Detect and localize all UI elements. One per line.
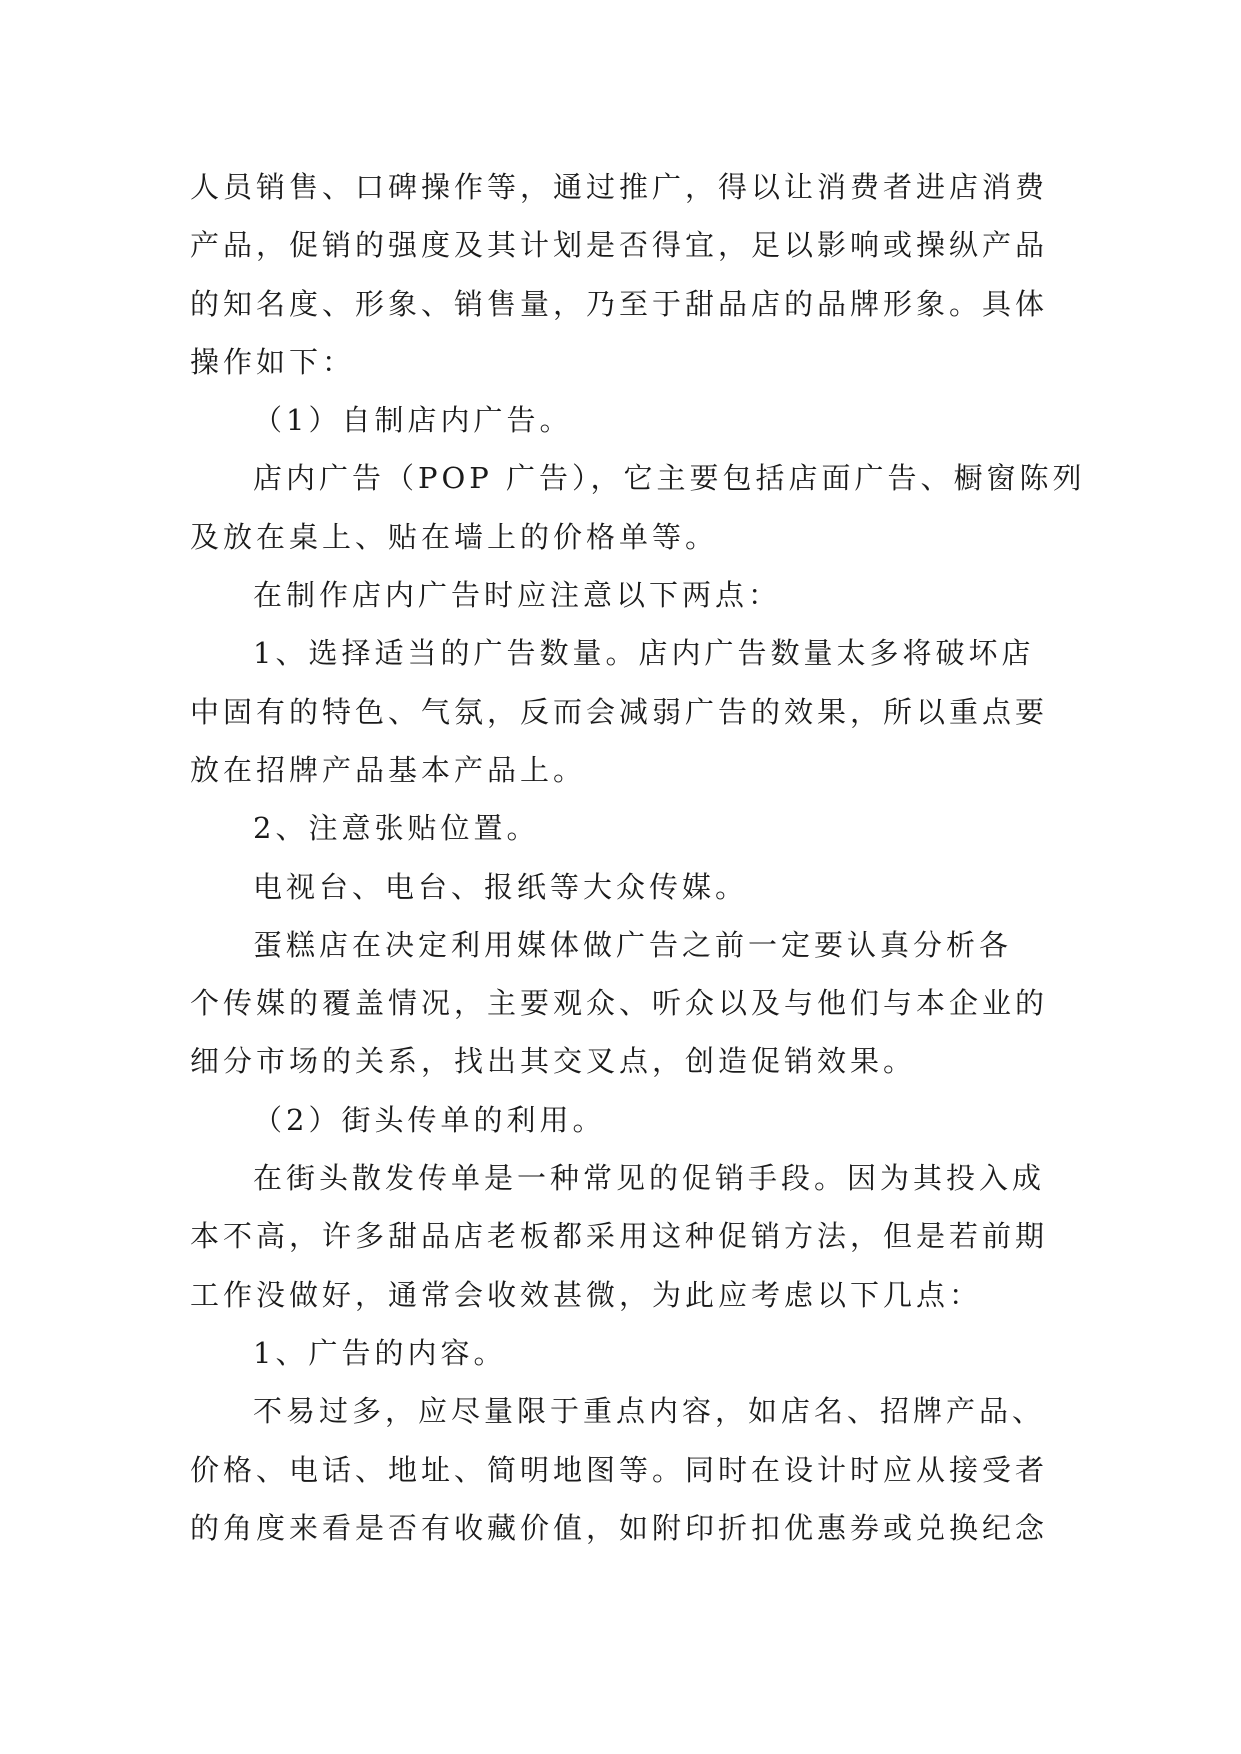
paragraph-start: 蛋糕店在决定利用媒体做广告之前一定要认真分析各 xyxy=(253,927,1013,962)
text-line: 中固有的特色、气氛，反而会减弱广告的效果，所以重点要 xyxy=(190,694,1049,729)
list-item-start: 1、广告的内容。 xyxy=(253,1335,507,1370)
text-line: 个传媒的覆盖情况，主要观众、听众以及与他们与本企业的 xyxy=(190,986,1049,1021)
list-item-start: 1、选择适当的广告数量。店内广告数量太多将破坏店 xyxy=(253,636,1035,671)
paragraph-start: 在街头散发传单是一种常见的促销手段。因为其投入成 xyxy=(253,1161,1046,1196)
text-line: 价格、电话、地址、简明地图等。同时在设计时应从接受者 xyxy=(190,1452,1049,1487)
paragraph-start: 在制作店内广告时应注意以下两点： xyxy=(253,578,782,613)
text-line: 工作没做好，通常会收效甚微，为此应考虑以下几点： xyxy=(190,1277,983,1312)
paragraph-start: 店内广告（POP 广告），它主要包括店面广告、橱窗陈列 xyxy=(253,461,1086,496)
text-line: 人员销售、口碑操作等，通过推广，得以让消费者进店消费 xyxy=(190,170,1049,204)
paragraph-start: 不易过多，应尽量限于重点内容，如店名、招牌产品、 xyxy=(253,1394,1046,1429)
text-line: 细分市场的关系，找出其交叉点，创造促销效果。 xyxy=(190,1044,917,1079)
document-body xyxy=(190,158,1086,1557)
text-line: 的角度来看是否有收藏价值，如附印折扣优惠券或兑换纪念 xyxy=(190,1510,1049,1545)
text-line: 操作如下： xyxy=(190,344,356,379)
paragraph-start: 电视台、电台、报纸等大众传媒。 xyxy=(253,869,749,904)
text-line: 的知名度、形象、销售量，乃至于甜品店的品牌形象。具体 xyxy=(190,286,1049,321)
text-line: 本不高，许多甜品店老板都采用这种促销方法，但是若前期 xyxy=(190,1219,1049,1254)
section-heading: （1）自制店内广告。 xyxy=(253,403,573,438)
list-item-start: 2、注意张贴位置。 xyxy=(253,811,540,846)
text-line: 放在招牌产品基本产品上。 xyxy=(190,752,587,787)
section-heading: （2）街头传单的利用。 xyxy=(253,1102,606,1137)
text-line: 产品，促销的强度及其计划是否得宜，足以影响或操纵产品 xyxy=(190,228,1049,263)
text-line: 及放在桌上、贴在墙上的价格单等。 xyxy=(190,519,719,554)
